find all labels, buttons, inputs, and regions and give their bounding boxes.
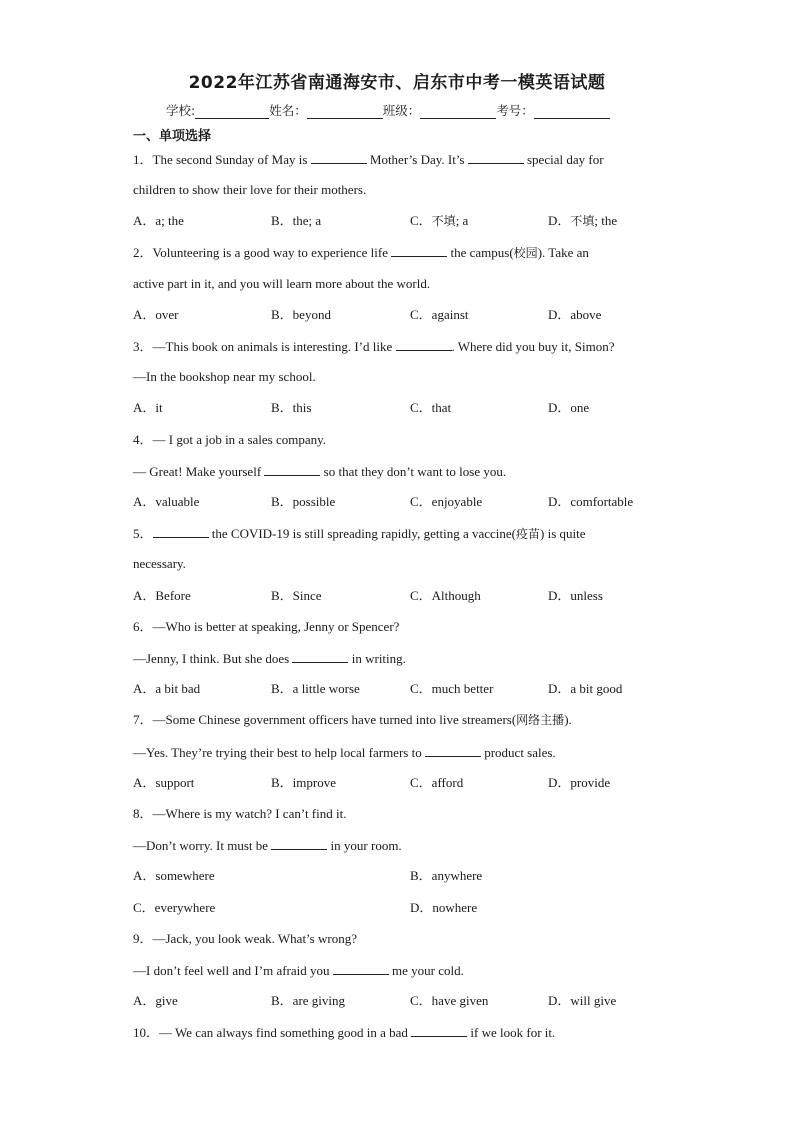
question-text: children to show their love for their mothers. xyxy=(133,182,367,197)
question-5-line xyxy=(133,525,586,542)
question-7-line xyxy=(133,744,556,761)
question-7-line xyxy=(133,712,572,728)
question-4-option-a[interactable]: A．valuable xyxy=(133,494,200,509)
question-7-option-b[interactable]: B．improve xyxy=(271,775,336,790)
section-title: 一、单项选择 xyxy=(133,129,212,144)
question-9-option-d[interactable]: D．will give xyxy=(548,993,617,1008)
question-text: the COVID-19 is still spreading rapidly, getting a vaccine(疫苗) is quite xyxy=(208,526,586,541)
question-8-option-c[interactable]: C．everywhere xyxy=(133,900,216,915)
question-text: so that they don’t want to lose you. xyxy=(320,464,507,479)
answer-blank[interactable] xyxy=(333,962,389,975)
question-4-option-c[interactable]: C．enjoyable xyxy=(410,494,483,509)
school-blank[interactable] xyxy=(195,104,269,119)
question-text: 8．—Where is my watch? I can’t find it. xyxy=(133,806,347,821)
question-text: necessary. xyxy=(133,556,186,571)
question-3-option-a[interactable]: A．it xyxy=(133,400,163,415)
answer-blank[interactable] xyxy=(425,744,481,757)
question-2-line xyxy=(133,276,430,292)
question-1-option-b[interactable]: B．the; a xyxy=(271,213,322,228)
question-text: the campus(校园). Take an xyxy=(447,245,589,260)
question-7-option-a[interactable]: A．support xyxy=(133,775,195,790)
question-text: 9．—Jack, you look weak. What’s wrong? xyxy=(133,931,357,946)
question-text: 5． xyxy=(133,526,153,541)
question-7-option-c[interactable]: C．afford xyxy=(410,775,464,790)
question-3-line xyxy=(133,338,614,355)
question-5-option-c[interactable]: C．Although xyxy=(410,588,481,603)
class-blank[interactable] xyxy=(420,104,496,119)
question-5-option-a[interactable]: A．Before xyxy=(133,588,191,603)
question-2-option-c[interactable]: C．against xyxy=(410,307,469,322)
question-text: if we look for it. xyxy=(467,1025,556,1040)
question-text: . Where did you buy it, Simon? xyxy=(451,339,615,354)
question-3-option-c[interactable]: C．that xyxy=(410,400,452,415)
question-6-option-c[interactable]: C．much better xyxy=(410,681,494,696)
question-text: —Yes. They’re trying their best to help local farmers to xyxy=(133,745,425,760)
question-text: 4．— I got a job in a sales company. xyxy=(133,432,327,447)
question-2-option-a[interactable]: A．over xyxy=(133,307,179,322)
question-text: 6．—Who is better at speaking, Jenny or Spencer? xyxy=(133,619,400,634)
question-6-option-d[interactable]: D．a bit good xyxy=(548,681,623,696)
question-4-option-b[interactable]: B．possible xyxy=(271,494,336,509)
question-text: 2．Volunteering is a good way to experience life xyxy=(133,245,392,260)
exam-title: 2022年江苏省南通海安市、启东市中考一模英语试题 xyxy=(188,73,606,93)
question-4-line xyxy=(133,432,326,448)
question-text: —In the bookshop near my school. xyxy=(133,369,316,384)
question-text: in your room. xyxy=(327,838,402,853)
question-text: — Great! Make yourself xyxy=(133,464,265,479)
question-9-option-a[interactable]: A．give xyxy=(133,993,178,1008)
student-info-row xyxy=(166,101,610,119)
question-1-option-a[interactable]: A．a; the xyxy=(133,213,184,228)
question-3-option-b[interactable]: B．this xyxy=(271,400,312,415)
question-1-line xyxy=(133,151,604,168)
question-4-option-d[interactable]: D．comfortable xyxy=(548,494,634,509)
number-blank[interactable] xyxy=(534,104,610,119)
answer-blank[interactable] xyxy=(396,338,452,351)
answer-blank[interactable] xyxy=(292,650,348,663)
question-2-line xyxy=(133,244,589,261)
question-text: in writing. xyxy=(348,651,406,666)
question-4-line xyxy=(133,463,506,480)
question-9-option-c[interactable]: C．have given xyxy=(410,993,489,1008)
question-text: me your cold. xyxy=(388,963,464,978)
question-6-option-b[interactable]: B．a little worse xyxy=(271,681,360,696)
answer-blank[interactable] xyxy=(411,1024,467,1037)
question-text: active part in it, and you will learn more about the world. xyxy=(133,276,431,291)
question-2-option-b[interactable]: B．beyond xyxy=(271,307,331,322)
question-6-option-a[interactable]: A．a bit bad xyxy=(133,681,201,696)
class-label: 班级： xyxy=(382,103,421,118)
question-text: product sales. xyxy=(480,745,556,760)
question-9-line xyxy=(133,962,464,979)
question-10-line xyxy=(133,1024,555,1041)
question-3-line xyxy=(133,369,316,385)
answer-blank[interactable] xyxy=(468,151,524,164)
question-9-line xyxy=(133,931,357,947)
question-3-option-d[interactable]: D．one xyxy=(548,400,590,415)
question-text: —I don’t feel well and I’m afraid you xyxy=(133,963,333,978)
question-text: 3．—This book on animals is interesting. I’d like xyxy=(133,339,396,354)
question-text: —Don’t worry. It must be xyxy=(133,838,272,853)
question-1-option-d[interactable]: D．不填; the xyxy=(548,213,618,228)
question-text: —Jenny, I think. But she does xyxy=(133,651,293,666)
question-8-option-d[interactable]: D．nowhere xyxy=(410,900,478,915)
question-text: special day for xyxy=(523,152,604,167)
question-6-line xyxy=(133,619,399,635)
question-text: 10．— We can always find something good in a bad xyxy=(133,1025,412,1040)
question-9-option-b[interactable]: B．are giving xyxy=(271,993,346,1008)
answer-blank[interactable] xyxy=(271,837,327,850)
school-label: 学校: xyxy=(166,103,196,118)
question-6-line xyxy=(133,650,406,667)
question-1-option-c[interactable]: C．不填; a xyxy=(410,213,469,228)
question-8-option-a[interactable]: A．somewhere xyxy=(133,868,215,883)
question-2-option-d[interactable]: D．above xyxy=(548,307,602,322)
question-text: 1．The second Sunday of May is xyxy=(133,152,311,167)
question-text: 7．—Some Chinese government officers have turned into live streamers(网络主播). xyxy=(133,712,572,727)
question-8-option-b[interactable]: B．anywhere xyxy=(410,868,483,883)
question-5-line xyxy=(133,556,186,572)
answer-blank[interactable] xyxy=(264,463,320,476)
question-1-line xyxy=(133,182,366,198)
question-7-option-d[interactable]: D．provide xyxy=(548,775,611,790)
question-5-option-b[interactable]: B．Since xyxy=(271,588,322,603)
number-label: 考号： xyxy=(496,103,534,118)
answer-blank[interactable] xyxy=(311,151,367,164)
question-8-line xyxy=(133,837,402,854)
question-8-line xyxy=(133,806,346,822)
answer-blank[interactable] xyxy=(391,244,447,257)
name-blank[interactable] xyxy=(307,104,383,119)
name-label: 姓名： xyxy=(269,103,307,118)
question-5-option-d[interactable]: D．unless xyxy=(548,588,603,603)
answer-blank[interactable] xyxy=(153,525,209,538)
question-text: Mother’s Day. It’s xyxy=(366,152,468,167)
